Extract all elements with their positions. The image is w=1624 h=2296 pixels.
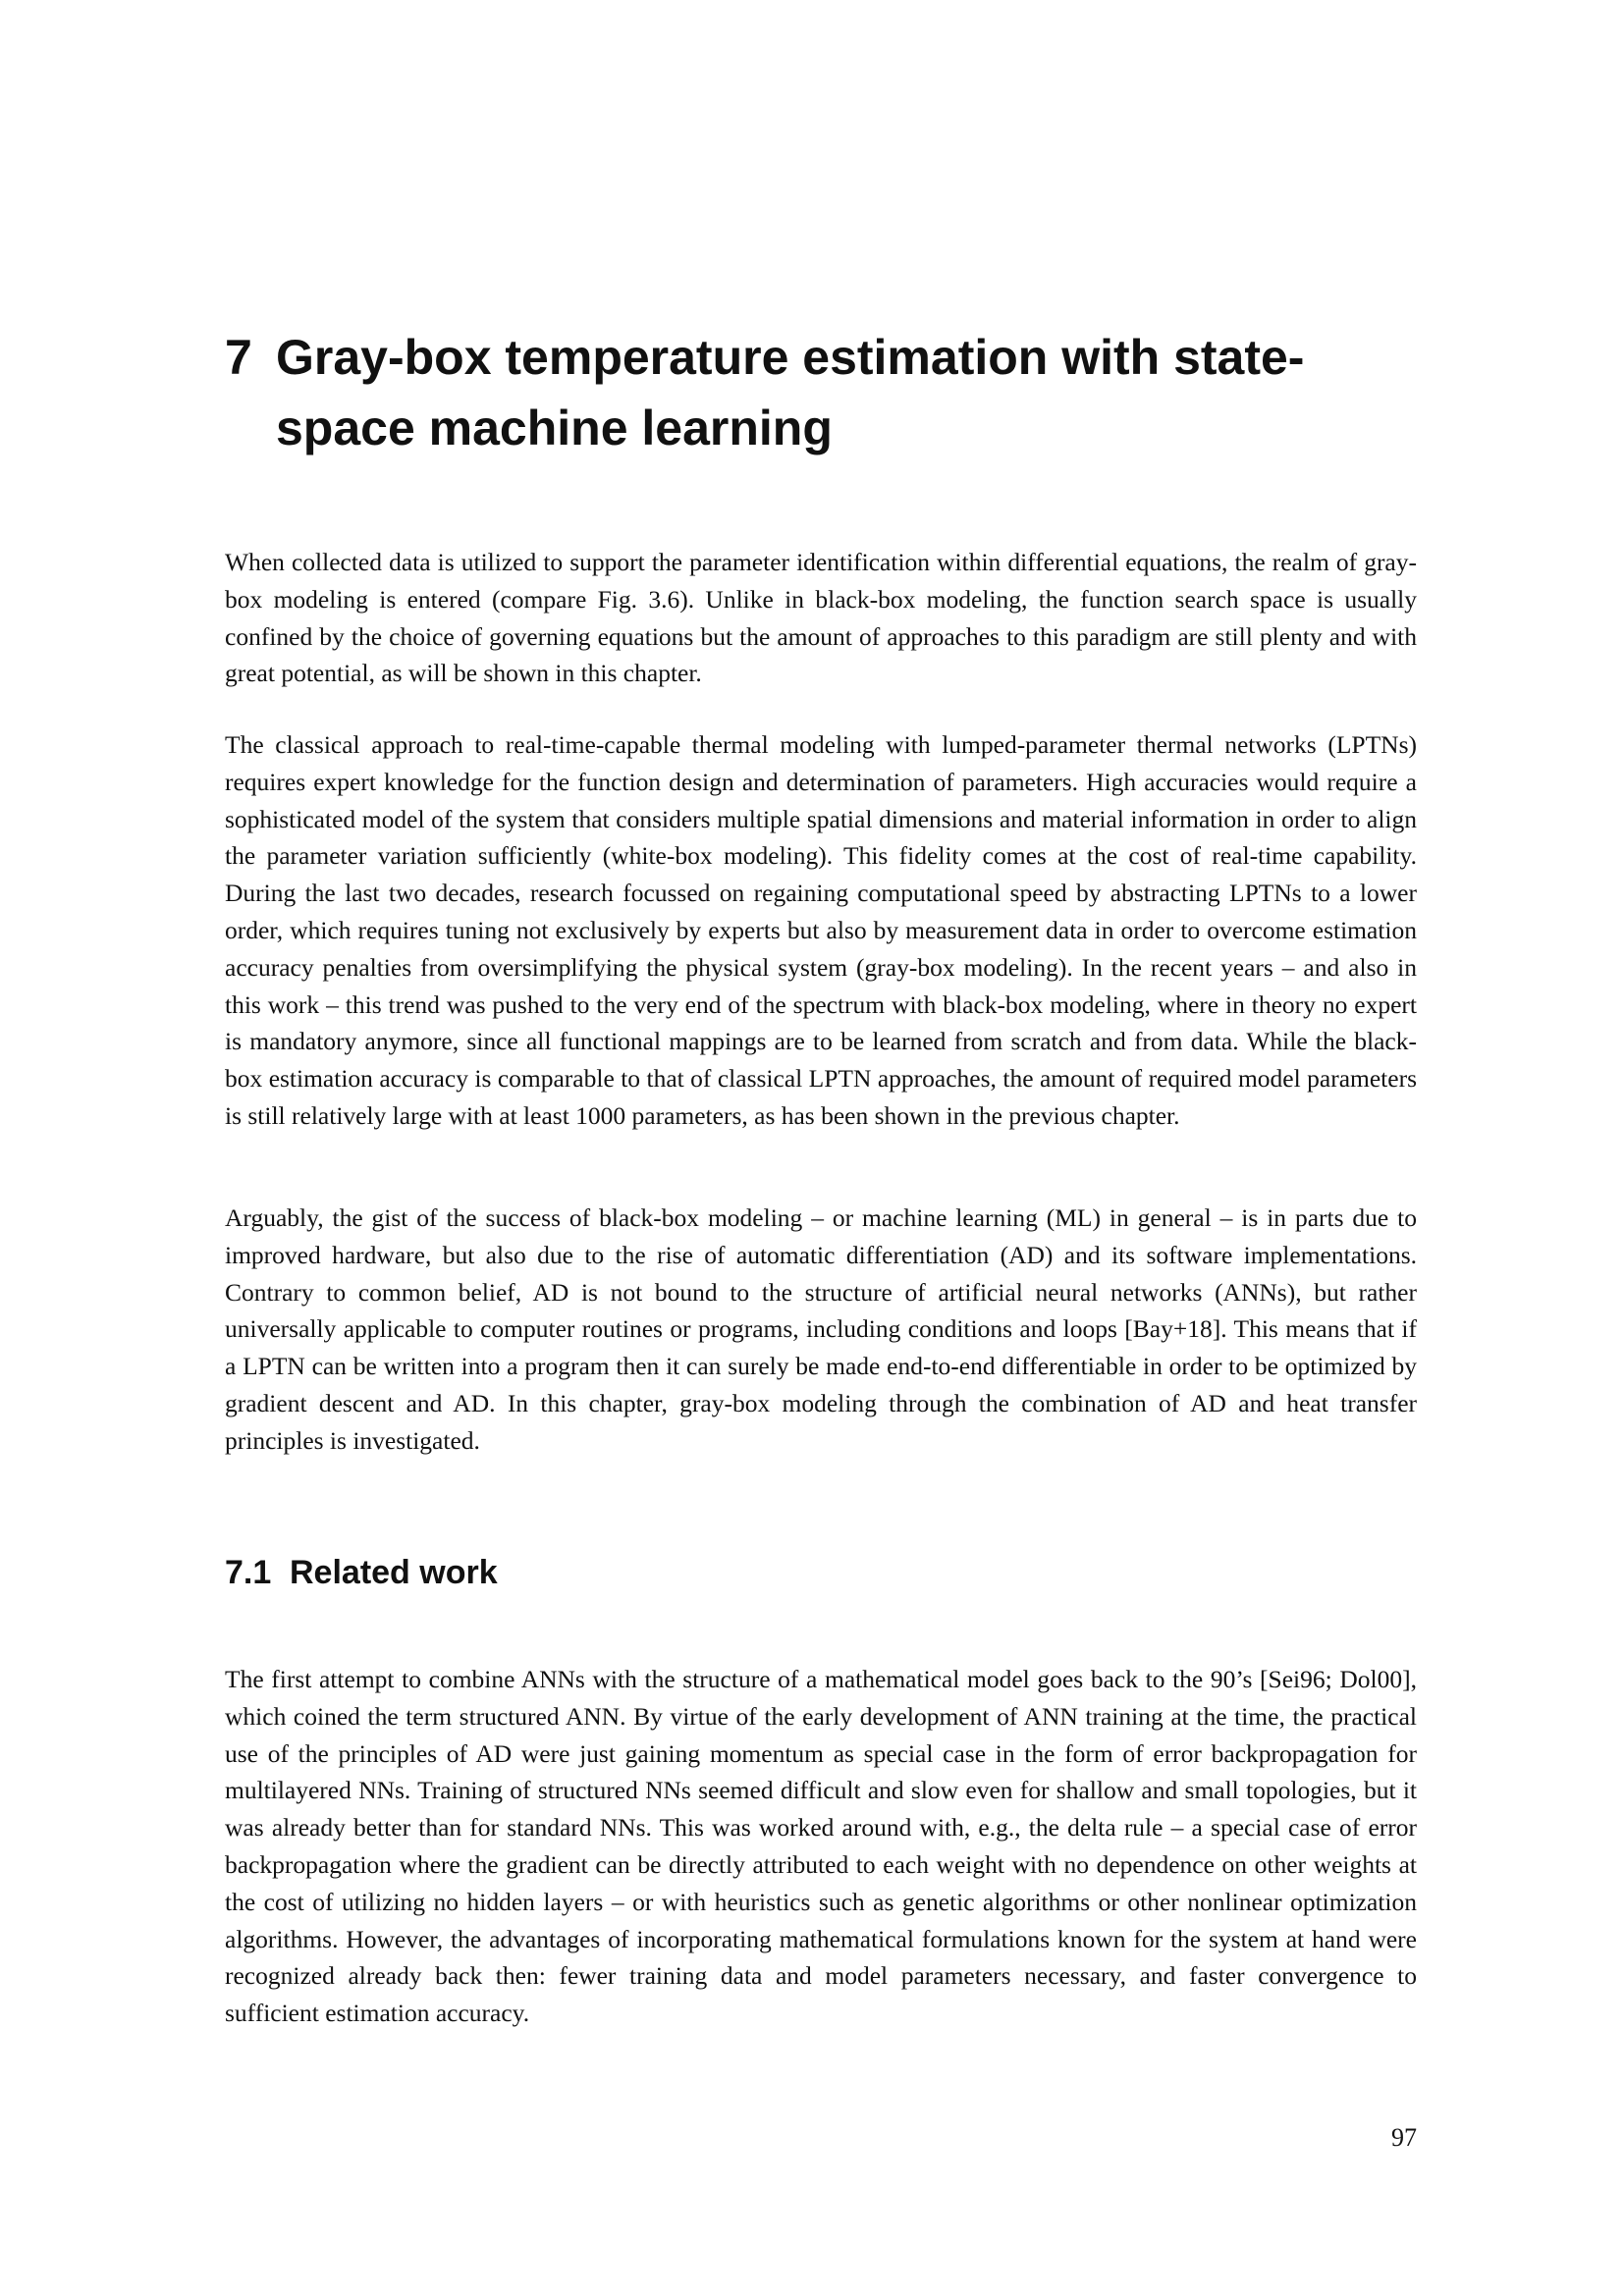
intro-paragraph-2: The classical approach to real-time-capable thermal modeling with lumped-parameter thermal networks (LPTNs) requires expert knowledge for the function design and determination of parameters. High accuracies would require a sophisticated model of the system that considers multiple spatial dimensions and material information in order to align the parameter variation sufficiently (white-box modeling). This fidelity comes at the cost of real-time capability. During the last two decades, research focussed on regaining computational speed by abstracting LPTNs to a lower order, which requires tuning not exclusively by experts but also by measurement data in order to overcome estimation accuracy penalties from oversimplifying the physical system (gray-box modeling). In the recent years – and also in this work – this trend was pushed to the very end of the spectrum with black-box modeling, where in theory no expert is mandatory anymore, since all functional mappings are to be learned from scratch and from data. While the black-box estimation accuracy is comparable to that of classical LPTN approaches, the amount of required model parameters is still relatively large with at least 1000 parameters, as has been shown in the previous chapter.: [225, 730, 1417, 1130]
chapter-number: 7: [225, 330, 252, 385]
chapter-heading: [225, 322, 1417, 463]
chapter-title: Gray-box temperature estimation with state-space machine learning: [276, 330, 1305, 455]
intro-paragraph-3: Arguably, the gist of the success of black-box modeling – or machine learning (ML) in general – is in parts due to improved hardware, but also due to the rise of automatic differentiation (AD) and its software implementations. Contrary to common belief, AD is not bound to the structure of artificial neural networks (ANNs), but rather universally applicable to computer routines or programs, including conditions and loops [Bay+18]. This means that if a LPTN can be written into a program then it can surely be made end-to-end differentiable in order to be optimized by gradient descent and AD. In this chapter, gray-box modeling through the combination of AD and heat transfer principles is investigated.: [225, 1203, 1417, 1455]
section-number: 7.1: [225, 1554, 272, 1591]
section-title: Related work: [290, 1554, 498, 1591]
section-heading: [225, 1549, 1417, 1596]
intro-paragraph-1: When collected data is utilized to support the parameter identification within differential equations, the realm of gray-box modeling is entered (compare Fig. 3.6). Unlike in black-box modeling, the function search space is usually confined by the choice of governing equations but the amount of approaches to this paradigm are still plenty and with great potential, as will be shown in this chapter.: [225, 548, 1417, 688]
page-number: 97: [1391, 2123, 1417, 2152]
document-page: [225, 0, 1417, 2296]
related-work-paragraph: The first attempt to combine ANNs with the structure of a mathematical model goes back to the 90’s [Sei96; Dol00], which coined the term structured ANN. By virtue of the early development of ANN training at the time, the practical use of the principles of AD were just gaining momentum as special case in the form of error backpropagation for multilayered NNs. Training of structured NNs seemed difficult and slow even for shallow and small topologies, but it was already better than for standard NNs. This was worked around with, e.g., the delta rule – a special case of error backpropagation where the gradient can be directly attributed to each weight with no dependence on other weights at the cost of utilizing no hidden layers – or with heuristics such as genetic algorithms or other nonlinear optimization algorithms. However, the advantages of incorporating mathematical formulations known for the system at hand were recognized already back then: fewer training data and model parameters necessary, and faster convergence to sufficient estimation accuracy.: [225, 1665, 1417, 2028]
